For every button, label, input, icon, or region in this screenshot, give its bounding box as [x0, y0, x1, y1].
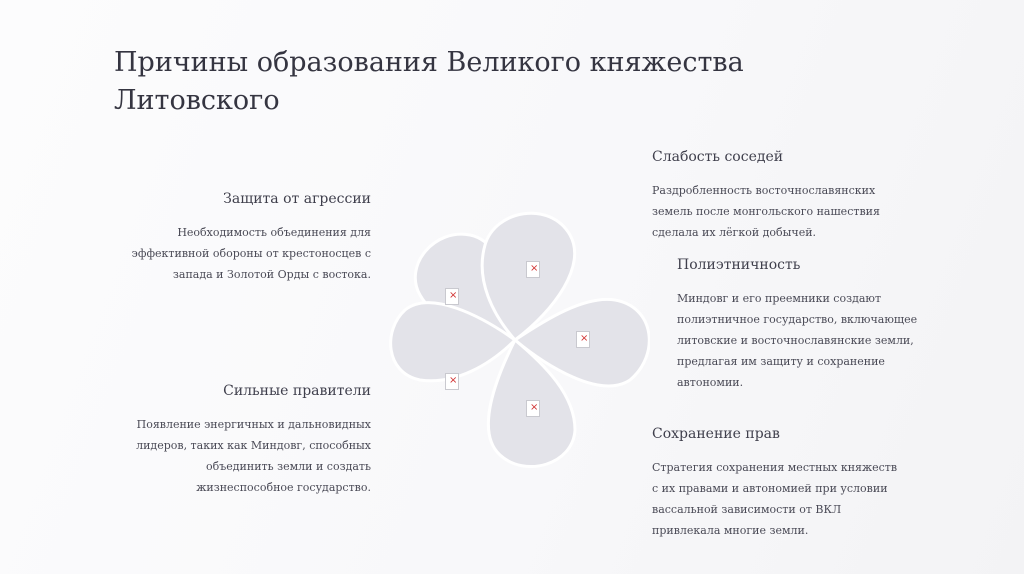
- broken-image-icon: [576, 331, 590, 348]
- reason-polyethnic-heading: Полиэтничность: [677, 257, 801, 273]
- reason-defense-heading: Защита от агрессии: [223, 191, 371, 207]
- reason-rulers-text: Появление энергичных и дальновидных лидеров, таких как Миндовг, способных объединить земли и создать жизнеспособное государство.: [136, 418, 371, 494]
- reason-weakness: [652, 148, 897, 243]
- reason-weakness-heading: Слабость соседей: [652, 149, 784, 165]
- broken-image-icon: [445, 288, 459, 305]
- reason-polyethnic-text: Миндовг и его преемники создают полиэтничное государство, включающее литовские и восточнославянские земли, предлагая им защиту и сохранение автономии.: [677, 292, 918, 389]
- petal-diagram-svg: [380, 195, 650, 485]
- reason-polyethnic: [677, 256, 922, 393]
- reason-weakness-text: Раздробленность восточнославянских земель после монгольского нашествия сделала их лёгкой добычей.: [652, 184, 880, 239]
- reason-defense: [130, 190, 371, 285]
- reason-rulers: [130, 382, 371, 498]
- reason-rights-heading: Сохранение прав: [652, 426, 780, 442]
- broken-image-icon: [526, 261, 540, 278]
- broken-image-icon: [526, 400, 540, 417]
- petal-diagram: [380, 195, 650, 485]
- broken-image-icon: [445, 373, 459, 390]
- reason-rights-text: Стратегия сохранения местных княжеств с их правами и автономией при условии вассальной зависимости от ВКЛ привлекала многие земли.: [652, 461, 898, 537]
- reason-rulers-heading: Сильные правители: [223, 383, 371, 399]
- reason-defense-text: Необходимость объединения для эффективной обороны от крестоносцев с запада и Золотой Орды с востока.: [131, 226, 371, 281]
- slide-title: Причины образования Великого княжества Литовского: [114, 47, 744, 116]
- reason-rights: [652, 425, 902, 541]
